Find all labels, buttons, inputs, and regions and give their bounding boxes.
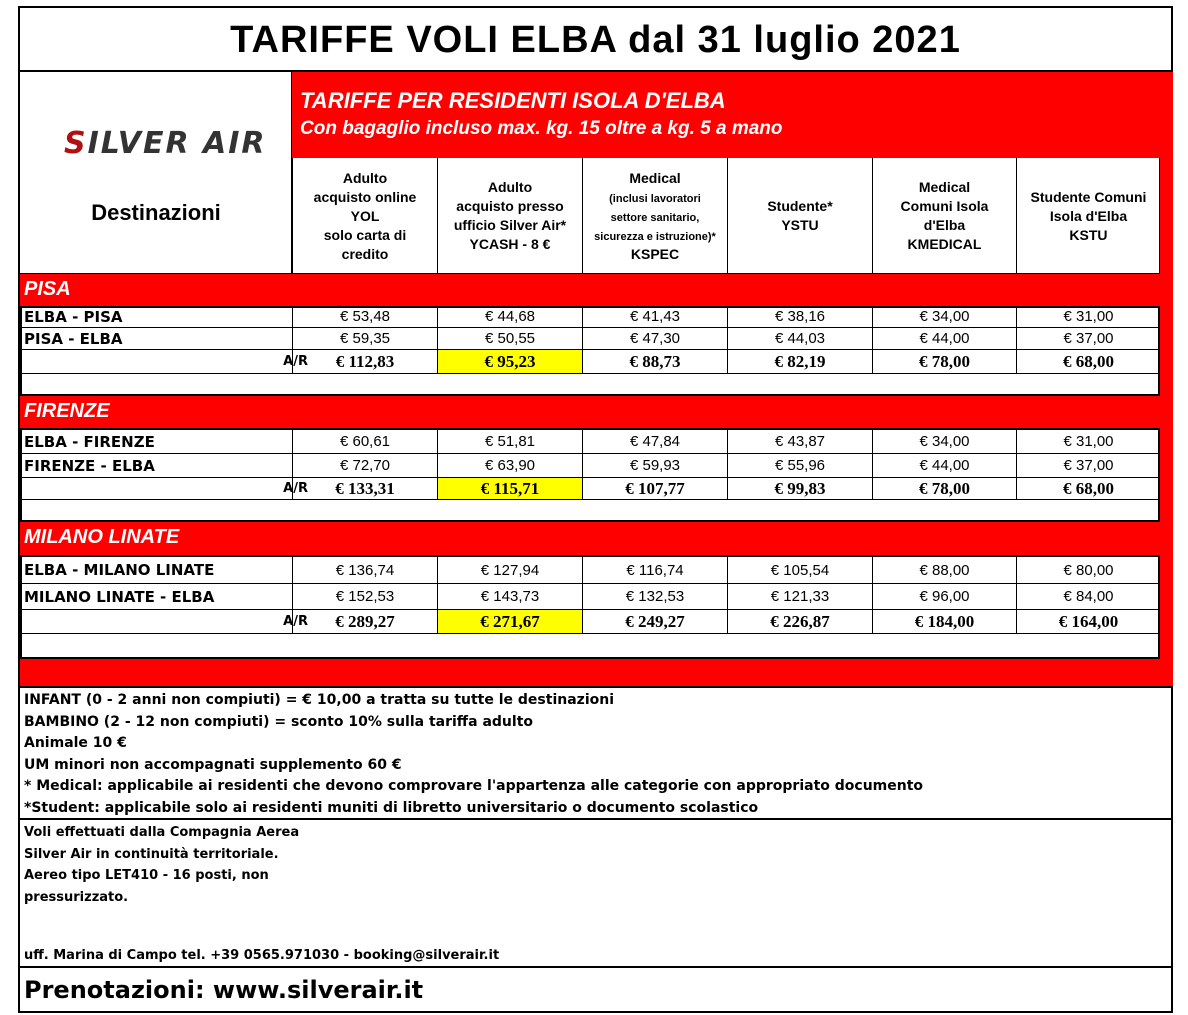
- column-header-2: Adulto acquisto presso ufficio Silver Air* YCASH - 8 €: [437, 158, 582, 274]
- fare-cell: € 132,53: [582, 584, 727, 609]
- return-fare-cell: € 82,19: [727, 350, 872, 373]
- section-title: PISA: [24, 278, 71, 300]
- route-label: ELBA - FIRENZE: [24, 432, 155, 451]
- banner-title: TARIFFE PER RESIDENTI ISOLA D'ELBA: [300, 88, 726, 113]
- fare-cell: € 44,00: [872, 454, 1016, 477]
- return-fare-cell: € 289,27: [292, 610, 437, 633]
- return-fare-cell: € 249,27: [582, 610, 727, 633]
- fare-cell: € 44,03: [727, 328, 872, 349]
- banner-subtitle: Con bagaglio incluso max. kg. 15 oltre a kg. 5 a mano: [300, 118, 783, 139]
- column-header-6: Studente Comuni Isola d'Elba KSTU: [1016, 158, 1160, 274]
- booking-link[interactable]: Prenotazioni: www.silverair.it: [20, 966, 1173, 1011]
- column-header-3: Medical (inclusi lavoratori settore sanitario, sicurezza e istruzione)* KSPEC: [582, 158, 727, 274]
- return-label: A/R: [283, 354, 308, 369]
- return-fare-cell: € 78,00: [872, 478, 1016, 499]
- table-row: [20, 584, 1160, 610]
- fare-cell: € 37,00: [1016, 328, 1160, 349]
- return-fare-cell: € 68,00: [1016, 350, 1160, 373]
- route-label: FIRENZE - ELBA: [24, 456, 155, 475]
- info-line: Voli effettuati dalla Compagnia Aerea: [24, 825, 300, 840]
- fare-cell: € 34,00: [872, 306, 1016, 327]
- section-bar: [20, 396, 1173, 428]
- fare-cell: € 37,00: [1016, 454, 1160, 477]
- note-line: INFANT (0 - 2 anni non compiuti) = € 10,00 a tratta su tutte le destinazioni: [24, 692, 614, 708]
- column-header-4: Studente* YSTU: [727, 158, 872, 274]
- fare-cell: € 152,53: [292, 584, 437, 609]
- fare-cell: € 43,87: [727, 430, 872, 453]
- red-margin: [1160, 428, 1173, 522]
- return-fare-cell: € 164,00: [1016, 610, 1160, 633]
- fare-cell: € 38,16: [727, 306, 872, 327]
- silver-air-logo: SILVER AIR: [64, 126, 267, 161]
- fare-cell: € 34,00: [872, 430, 1016, 453]
- info-line: Silver Air in continuità territoriale.: [24, 846, 279, 862]
- note-line: * Medical: applicabile ai residenti che devono comprovare l'appartenza alle categorie con appropriato documento: [24, 778, 924, 794]
- info-line: pressurizzato.: [24, 889, 129, 905]
- fare-cell: € 96,00: [872, 584, 1016, 609]
- fare-cell: € 127,94: [437, 557, 582, 583]
- destinations-header-cell: [20, 72, 292, 274]
- table-row: [20, 454, 1160, 478]
- return-fare-cell: € 133,31: [292, 478, 437, 499]
- section-title: FIRENZE: [24, 400, 110, 422]
- return-fare-cell: € 115,71: [437, 478, 582, 499]
- column-header-1: Adulto acquisto online YOL solo carta di credito: [292, 158, 437, 274]
- return-fare-cell: € 107,77: [582, 478, 727, 499]
- fare-cell: € 136,74: [292, 557, 437, 583]
- fare-cell: € 55,96: [727, 454, 872, 477]
- fare-cell: € 80,00: [1016, 557, 1160, 583]
- airline-info: [24, 822, 299, 908]
- fare-cell: € 72,70: [292, 454, 437, 477]
- fare-cell: € 60,61: [292, 430, 437, 453]
- fare-notes: [20, 686, 1173, 820]
- fare-cell: € 44,00: [872, 328, 1016, 349]
- route-label: PISA - ELBA: [24, 329, 123, 348]
- column-header-5: Medical Comuni Isola d'Elba KMEDICAL: [872, 158, 1016, 274]
- return-fare-cell: € 88,73: [582, 350, 727, 373]
- red-margin: [1160, 306, 1173, 396]
- return-fare-row: [20, 610, 1160, 634]
- fare-cell: € 31,00: [1016, 430, 1160, 453]
- info-line: Aereo tipo LET410 - 16 posti, non: [24, 868, 269, 883]
- fare-cell: € 84,00: [1016, 584, 1160, 609]
- section-bar: [20, 274, 1173, 306]
- fare-cell: € 31,00: [1016, 306, 1160, 327]
- office-contact: uff. Marina di Campo tel. +39 0565.971030 - booking@silverair.it: [24, 948, 500, 963]
- table-row: [20, 328, 1160, 350]
- note-line: UM minori non accompagnati supplemento 60 €: [24, 756, 402, 773]
- route-label: ELBA - MILANO LINATE: [24, 561, 215, 579]
- return-fare-cell: € 68,00: [1016, 478, 1160, 499]
- fare-cell: € 47,30: [582, 328, 727, 349]
- return-fare-row: [20, 478, 1160, 500]
- return-fare-row: [20, 350, 1160, 374]
- fare-cell: € 51,81: [437, 430, 582, 453]
- table-row: [20, 430, 1160, 454]
- note-line: Animale 10 €: [24, 735, 127, 751]
- return-fare-cell: € 184,00: [872, 610, 1016, 633]
- return-fare-cell: € 271,67: [437, 610, 582, 633]
- destinations-header: Destinazioni: [91, 200, 221, 225]
- fare-cell: € 116,74: [582, 557, 727, 583]
- bottom-red-bar: [20, 659, 1173, 686]
- table-row: [20, 557, 1160, 584]
- fare-cell: € 88,00: [872, 557, 1016, 583]
- red-margin: [1160, 158, 1173, 274]
- fare-cell: € 63,90: [437, 454, 582, 477]
- fare-cell: € 50,55: [437, 328, 582, 349]
- page-title: TARIFFE VOLI ELBA dal 31 luglio 2021: [20, 8, 1171, 72]
- red-margin: [1160, 555, 1173, 659]
- return-fare-cell: € 78,00: [872, 350, 1016, 373]
- return-fare-cell: € 99,83: [727, 478, 872, 499]
- return-fare-cell: € 226,87: [727, 610, 872, 633]
- return-label: A/R: [283, 614, 308, 629]
- fare-cell: € 44,68: [437, 306, 582, 327]
- note-line: *Student: applicabile solo ai residenti muniti di libretto universitario o documento scolastico: [24, 799, 759, 816]
- route-label: ELBA - PISA: [24, 307, 123, 326]
- fare-cell: € 53,48: [292, 306, 437, 327]
- return-fare-cell: € 95,23: [437, 350, 582, 373]
- route-label: MILANO LINATE - ELBA: [24, 587, 215, 606]
- fare-cell: € 121,33: [727, 584, 872, 609]
- fare-cell: € 47,84: [582, 430, 727, 453]
- fare-cell: € 143,73: [437, 584, 582, 609]
- fare-cell: € 105,54: [727, 557, 872, 583]
- note-line: BAMBINO (2 - 12 non compiuti) = sconto 10% sulla tariffa adulto: [24, 713, 534, 730]
- return-label: A/R: [283, 481, 308, 496]
- fare-cell: € 59,93: [582, 454, 727, 477]
- fare-cell: € 59,35: [292, 328, 437, 349]
- table-row: [20, 306, 1160, 328]
- return-fare-cell: € 112,83: [292, 350, 437, 373]
- residents-banner: [292, 72, 1173, 158]
- section-title: MILANO LINATE: [24, 526, 180, 548]
- fare-cell: € 41,43: [582, 306, 727, 327]
- section-bar: [20, 522, 1173, 555]
